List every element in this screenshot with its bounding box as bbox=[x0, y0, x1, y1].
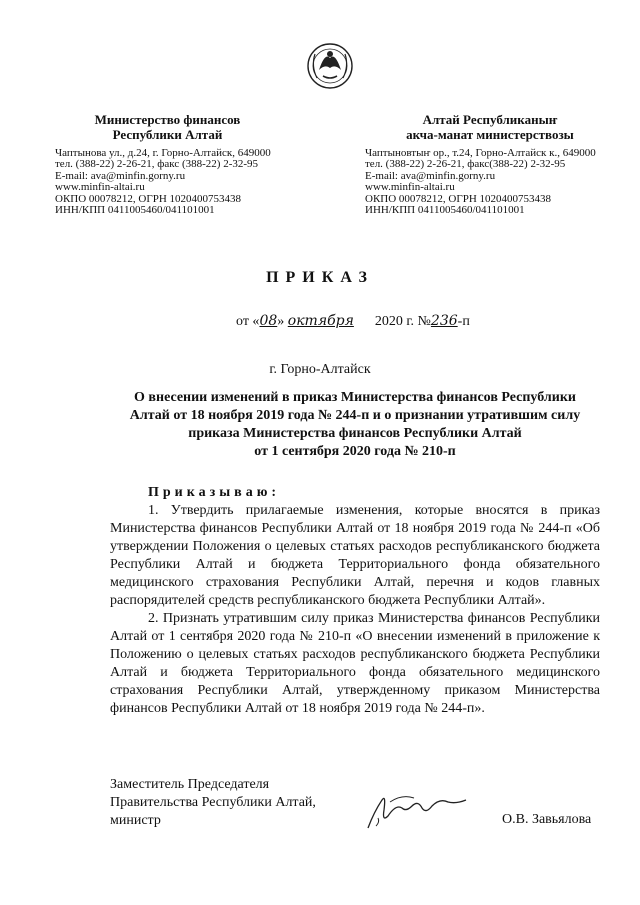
contact-line: E-mail: ava@minfin.gorny.ru bbox=[55, 169, 186, 182]
paragraph-2: 2. Признать утратившим силу приказ Министерства финансов Республики Алтай от 1 сентября 2020 года № 210-п «О внесении изменений в приложение к Положению о целевых статьях расходов республиканского бюджета Республики Алтай и бюджета Территориального фонда обязательного медицинского страхования Республики Алтай, утвержденному приказом Министерства финансов Республики Алтай от 18 ноября 2019 года № 244-п». bbox=[110, 611, 600, 716]
contact-line: тел. (388-22) 2-26-21, факс (388-22) 2-32-95 bbox=[55, 158, 259, 171]
ministry-header-altai bbox=[365, 112, 630, 216]
contact-line: ОКПО 00078212, ОГРН 1020400753438 bbox=[365, 192, 552, 205]
number-suffix: -п bbox=[457, 314, 470, 329]
order-date-number bbox=[236, 313, 470, 330]
contact-line: тел. (388-22) 2-26-21, факс(388-22) 2-32-95 bbox=[365, 158, 566, 171]
handwritten-signature bbox=[362, 782, 472, 837]
subject-line: О внесении изменений в приказ Министерства финансов Республики bbox=[134, 390, 576, 405]
date-year: 2020 г. № bbox=[374, 314, 431, 329]
order-body bbox=[110, 484, 600, 718]
document-type-title: ПРИКАЗ bbox=[266, 269, 374, 286]
signatory-position: Заместитель Председателя Правительства Республики Алтай, министр bbox=[110, 777, 316, 828]
handwritten-month: октября bbox=[287, 313, 354, 329]
contact-line: www.minfin-altai.ru bbox=[55, 181, 145, 194]
signatory-name: О.В. Завьялова bbox=[502, 812, 592, 827]
coat-of-arms-emblem bbox=[305, 40, 355, 92]
ministry-contacts-altai bbox=[365, 148, 630, 216]
subject-line: приказа Министерства финансов Республики Алтай bbox=[188, 426, 522, 441]
subject-line: Алтай от 18 ноября 2019 года № 244-п и о признании утратившим силу bbox=[129, 408, 581, 423]
ministry-contacts-russian bbox=[55, 148, 325, 216]
ministry-name-russian: Министерство финансов Республики Алтай bbox=[94, 112, 241, 142]
date-mid: » bbox=[277, 314, 285, 329]
contact-line: ИНН/КПП 0411005460/041101001 bbox=[365, 204, 525, 217]
order-directive: Приказываю: bbox=[148, 485, 281, 500]
contact-line: Чаптыновтыҥ ор., т.24, Горно-Алтайск к., 649000 bbox=[365, 147, 596, 159]
date-prefix: от « bbox=[236, 314, 260, 329]
ministry-name-altai: Алтай Республиканыҥ акча-манат министерствозы bbox=[406, 112, 574, 142]
subject-line: от 1 сентября 2020 года № 210-п bbox=[254, 444, 456, 459]
issue-city: г. Горно-Алтайск bbox=[269, 362, 371, 377]
handwritten-number: 236 bbox=[430, 313, 458, 329]
contact-line: E-mail: ava@minfin.gorny.ru bbox=[365, 169, 496, 182]
ministry-header-russian bbox=[55, 112, 325, 216]
handwritten-day: 08 bbox=[259, 313, 278, 329]
contact-line: ОКПО 00078212, ОГРН 1020400753438 bbox=[55, 192, 242, 205]
contact-line: ИНН/КПП 0411005460/041101001 bbox=[55, 204, 215, 217]
contact-line: Чаптынова ул., д.24, г. Горно-Алтайск, 649000 bbox=[55, 147, 271, 159]
order-subject bbox=[110, 389, 600, 461]
contact-line: www.minfin-altai.ru bbox=[365, 181, 455, 194]
paragraph-1: 1. Утвердить прилагаемые изменения, которые вносятся в приказ Министерства финансов Республики Алтай от 18 ноября 2019 года № 244-п «Об утверждении Положения о целевых статьях расходов республиканского бюджета Республики Алтай и бюджета Территориального фонда обязательного медицинского страхования Республики Алтай, перечня и кодов главных распорядителей средств республиканского бюджета Республики Алтай». bbox=[110, 503, 600, 608]
